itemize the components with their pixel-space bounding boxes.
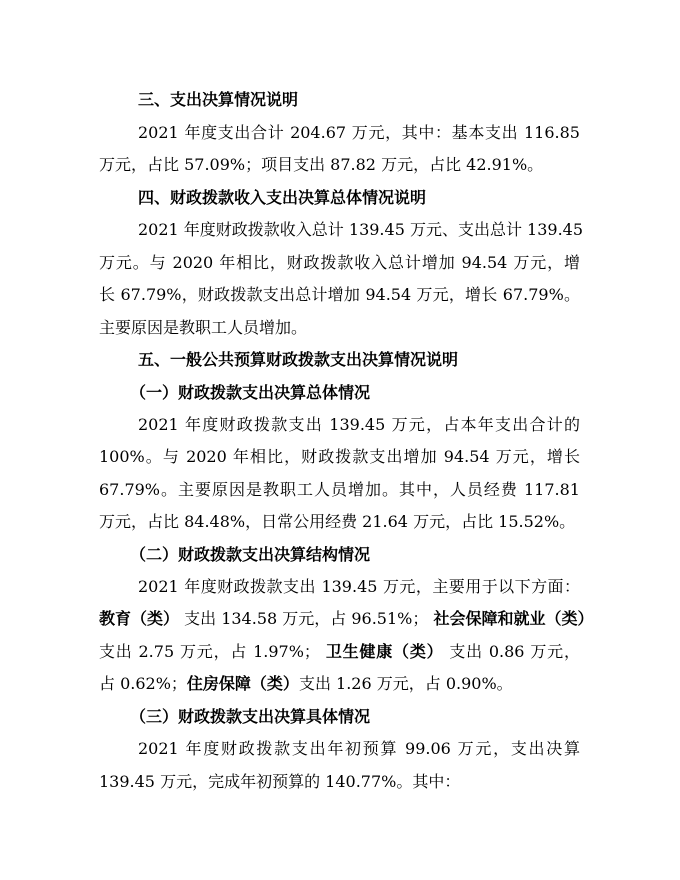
sub1-line-1: 2021 年度财政拨款支出 139.45 万元，占本年支出合计的	[138, 415, 580, 434]
sub2-line-4	[99, 674, 580, 694]
category-health: 卫生健康（类）	[325, 642, 444, 661]
section4-line-4: 主要原因是教职工人员增加。	[99, 318, 308, 337]
section4-line-3: 长 67.79%，财政拨款支出总计增加 94.54 万元，增长 67.79%。	[99, 285, 580, 304]
sub3-line-1: 2021 年度财政拨款支出年初预算 99.06 万元，支出决算	[138, 739, 580, 758]
category-housing-text: 支出 1.26 万元，占 0.90%。	[298, 674, 513, 693]
section4-line-2: 万元。与 2020 年相比，财政拨款收入总计增加 94.54 万元，增	[99, 253, 580, 272]
category-health-percent: 占 0.62%；	[99, 674, 187, 693]
category-social-security-text: 支出 2.75 万元，占 1.97%；	[99, 642, 320, 661]
sub1-line-3: 67.79%。主要原因是教职工人员增加。其中，人员经费 117.81	[99, 480, 580, 499]
section5-sub2-heading: （二）财政拨款支出决算结构情况	[130, 545, 371, 564]
sub2-line-2	[99, 609, 594, 629]
category-health-text: 支出 0.86 万元，	[449, 642, 580, 661]
section4-line-1: 2021 年度财政拨款收入总计 139.45 万元、支出总计 139.45	[138, 220, 584, 239]
category-social-security: 社会保障和就业（类）	[433, 609, 594, 628]
sub1-line-2: 100%。与 2020 年相比，财政拨款支出增加 94.54 万元，增长	[99, 447, 580, 466]
category-housing: 住房保障（类）	[186, 674, 299, 693]
section5-heading: 五、一般公共预算财政拨款支出决算情况说明	[138, 350, 459, 369]
section5-sub3-heading: （三）财政拨款支出决算具体情况	[130, 707, 371, 726]
section3-line-1: 2021 年度支出合计 204.67 万元，其中：基本支出 116.85	[138, 123, 580, 142]
sub2-line-1: 2021 年度财政拨款支出 139.45 万元，主要用于以下方面：	[138, 577, 580, 596]
sub2-line-3	[99, 642, 580, 662]
section5-sub1-heading: （一）财政拨款支出决算总体情况	[130, 383, 371, 402]
category-education: 教育（类）	[99, 609, 180, 628]
section4-heading: 四、财政拨款收入支出决算总体情况说明	[138, 188, 427, 207]
section3-line-2: 万元，占比 57.09%；项目支出 87.82 万元，占比 42.91%。	[99, 155, 544, 174]
category-education-text: 支出 134.58 万元，占 96.51%；	[184, 609, 429, 628]
sub3-line-2: 139.45 万元，完成年初预算的 140.77%。其中：	[99, 772, 461, 791]
sub1-line-4: 万元，占比 84.48%，日常公用经费 21.64 万元，占比 15.52%。	[99, 512, 576, 531]
section3-heading: 三、支出决算情况说明	[138, 90, 299, 109]
